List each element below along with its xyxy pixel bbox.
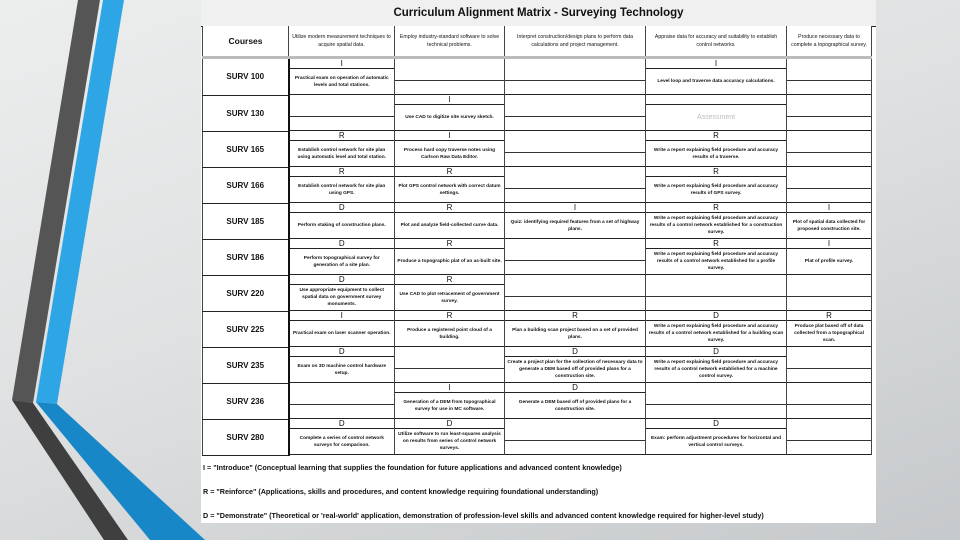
assessment-text: Quiz: identifying required features from a set of highway plans. <box>505 213 645 239</box>
matrix-cell <box>289 203 395 239</box>
assessment-text: Use appropriate equipment to collect spatial data on government survey monuments. <box>290 285 395 311</box>
decorative-stripes <box>0 0 210 540</box>
course-code: SURV 225 <box>203 311 289 347</box>
assessment-text: Generation of a DEM from topographical survey for use in MC software. <box>395 393 504 419</box>
header-row <box>203 26 872 58</box>
level-badge: R <box>646 239 786 249</box>
table-row <box>203 131 872 167</box>
assessment-text: Perform staking of construction plans. <box>290 213 395 239</box>
level-badge: R <box>787 311 871 321</box>
legend-demonstrate: D = "Demonstrate" (Theoretical or 'real-world' application, demonstration of profession-level skills and advanced content knowledge required for higher-level study) <box>203 511 764 520</box>
assessment-text: Write a report explaining field procedure and accuracy results of a control network established for a profile survey. <box>646 249 786 275</box>
matrix-cell <box>505 239 646 275</box>
empty-cell <box>787 167 871 203</box>
level-badge: I <box>395 131 504 141</box>
matrix-cell <box>289 131 395 167</box>
assessment-text: Plot and analyze field-collected curve data. <box>395 213 504 239</box>
outcome-header: Appraise data for accuracy and suitability to establish control networks. <box>646 26 787 58</box>
assessment-text: Utilize software to run least-squares analysis on results from series of control network surveys. <box>395 429 504 455</box>
matrix-cell <box>505 419 646 455</box>
level-badge: I <box>395 383 504 393</box>
matrix-cell <box>395 419 505 455</box>
table-row <box>203 419 872 455</box>
matrix-cell <box>646 239 787 275</box>
empty-cell <box>646 383 786 419</box>
level-badge: D <box>290 275 395 285</box>
assessment-text: Exam on 3D machine control hardware setup. <box>290 357 395 383</box>
matrix-cell <box>505 58 646 96</box>
assessment-text: Write a report explaining field procedure and accuracy results of a control network established for a machine control survey. <box>646 357 786 383</box>
matrix-cell <box>289 347 395 383</box>
matrix-cell <box>646 95 787 131</box>
matrix-body <box>203 58 872 456</box>
empty-cell <box>646 275 786 311</box>
assessment-text: Produce plat based off of data collected from a topographical scan. <box>787 321 871 347</box>
matrix-cell <box>505 347 646 383</box>
assessment-text: Generate a DEM based off of provided plans for a construction site. <box>505 393 645 419</box>
matrix-cell <box>505 131 646 167</box>
matrix-cell <box>787 167 872 203</box>
matrix-cell <box>395 239 505 275</box>
assessment-text: Perform topographical survey for generation of a site plan. <box>290 249 395 275</box>
matrix-cell <box>395 167 505 203</box>
matrix-cell <box>395 58 505 96</box>
placeholder-text: Assessment <box>646 105 786 131</box>
empty-cell <box>787 347 871 383</box>
matrix-cell <box>787 383 872 419</box>
assessment-text: Complete a series of control network surveys for comparison. <box>290 429 395 455</box>
matrix-sheet <box>201 0 876 523</box>
level-badge: R <box>646 203 786 213</box>
assessment-text: Plan a building scan project based on a set of provided plans. <box>505 321 645 347</box>
empty-cell <box>395 59 504 95</box>
course-code: SURV 165 <box>203 131 289 167</box>
table-row <box>203 203 872 239</box>
level-badge <box>646 95 786 105</box>
level-badge: D <box>505 347 645 357</box>
empty-cell <box>505 59 645 95</box>
matrix-cell <box>646 58 787 96</box>
level-badge: R <box>395 239 504 249</box>
matrix-cell <box>395 131 505 167</box>
empty-cell <box>787 419 871 455</box>
level-badge: R <box>395 311 504 321</box>
matrix-cell <box>646 131 787 167</box>
assessment-text: Establish control network for site plan using automatic level and total station. <box>290 141 395 167</box>
level-badge: D <box>505 383 645 393</box>
level-badge: I <box>395 95 504 105</box>
empty-cell <box>290 95 395 131</box>
alignment-matrix <box>202 26 872 456</box>
table-row <box>203 95 872 131</box>
level-badge: D <box>290 419 395 429</box>
empty-cell <box>787 131 871 167</box>
level-badge: R <box>290 131 395 141</box>
outcome-header: Utilize modern measurement techniques to acquire spatial data. <box>289 26 395 58</box>
assessment-text: Write a report explaining field procedure and accuracy results of a control network established for a building scan survey. <box>646 321 786 347</box>
course-code: SURV 235 <box>203 347 289 383</box>
assessment-text: Produce a topographic plat of an as-built site. <box>395 249 504 275</box>
table-row <box>203 275 872 311</box>
assessment-text: Establish control network for site plan using GPS. <box>290 177 395 203</box>
matrix-cell <box>646 203 787 239</box>
matrix-cell <box>787 311 872 347</box>
matrix-cell <box>289 383 395 419</box>
empty-cell <box>505 239 645 275</box>
assessment-text: Plot of spatial data collected for proposed construction site. <box>787 213 871 239</box>
course-code: SURV 166 <box>203 167 289 203</box>
assessment-text: Exam: perform adjustment procedures for horizontal and vertical control surveys. <box>646 429 786 455</box>
assessment-text: Write a report explaining field procedure and accuracy results of a control network established for a construction survey. <box>646 213 786 239</box>
empty-cell <box>395 347 504 383</box>
level-badge: R <box>290 167 395 177</box>
matrix-cell <box>395 383 505 419</box>
level-badge: D <box>646 311 786 321</box>
empty-cell <box>787 275 871 311</box>
matrix-cell <box>646 383 787 419</box>
matrix-cell <box>289 239 395 275</box>
empty-cell <box>505 95 645 131</box>
empty-cell <box>787 383 871 419</box>
matrix-cell <box>787 95 872 131</box>
outcome-header: Employ industry-standard software to solve technical problems. <box>395 26 505 58</box>
course-code: SURV 100 <box>203 58 289 96</box>
courses-header: Courses <box>203 26 289 58</box>
outcome-header: Interpret construction/design plans to perform data calculations and project management. <box>505 26 646 58</box>
legend-introduce: I = "Introduce" (Conceptual learning that supplies the foundation for future applications and advanced content knowledge) <box>203 463 622 472</box>
matrix-cell <box>395 311 505 347</box>
level-badge: I <box>290 311 395 321</box>
matrix-cell <box>395 275 505 311</box>
table-row <box>203 58 872 96</box>
assessment-text: Level loop and traverse data accuracy calculations. <box>646 69 786 95</box>
level-badge: D <box>290 239 395 249</box>
level-badge: D <box>646 347 786 357</box>
level-badge: R <box>646 131 786 141</box>
matrix-cell <box>505 167 646 203</box>
matrix-cell <box>395 95 505 131</box>
matrix-cell <box>787 239 872 275</box>
assessment-text: Write a report explaining field procedure and accuracy results of GPS survey. <box>646 177 786 203</box>
level-badge: D <box>395 419 504 429</box>
outcome-header: Produce necessary data to complete a topographical survey. <box>787 26 872 58</box>
level-badge: I <box>646 59 786 69</box>
matrix-cell <box>787 131 872 167</box>
course-code: SURV 280 <box>203 419 289 455</box>
empty-cell <box>505 419 645 455</box>
assessment-text: Create a project plan for the collection of necessary data to generate a DEM based off of provided plans for a construction site. <box>505 357 645 383</box>
matrix-cell <box>646 311 787 347</box>
empty-cell <box>290 383 395 419</box>
assessment-text: Write a report explaining field procedure and accuracy results of a traverse. <box>646 141 786 167</box>
level-badge: D <box>290 203 395 213</box>
matrix-cell <box>505 95 646 131</box>
course-code: SURV 185 <box>203 203 289 239</box>
table-row <box>203 347 872 383</box>
course-code: SURV 130 <box>203 95 289 131</box>
empty-cell <box>505 167 645 203</box>
level-badge: R <box>395 167 504 177</box>
empty-cell <box>505 275 645 311</box>
assessment-text: Produce a registered point cloud of a building. <box>395 321 504 347</box>
course-code: SURV 186 <box>203 239 289 275</box>
table-row <box>203 239 872 275</box>
assessment-text: Plot GPS control network with correct datum settings. <box>395 177 504 203</box>
level-badge: R <box>395 203 504 213</box>
level-badge: D <box>646 419 786 429</box>
legend-reinforce: R = "Reinforce" (Applications, skills and procedures, and content knowledge requiring foundational understanding) <box>203 487 599 496</box>
matrix-cell <box>646 275 787 311</box>
empty-cell <box>787 95 871 131</box>
level-badge: I <box>787 203 871 213</box>
empty-cell <box>787 59 871 95</box>
table-row <box>203 167 872 203</box>
matrix-cell <box>505 311 646 347</box>
table-row <box>203 383 872 419</box>
matrix-cell <box>646 167 787 203</box>
course-code: SURV 236 <box>203 383 289 419</box>
assessment-text: Practical exam on laser scanner operation. <box>290 321 395 347</box>
level-badge: R <box>646 167 786 177</box>
matrix-cell <box>395 203 505 239</box>
assessment-text: Use CAD to plot retracement of government survey. <box>395 285 504 311</box>
matrix-cell <box>289 311 395 347</box>
matrix-cell <box>289 419 395 455</box>
matrix-cell <box>289 58 395 96</box>
assessment-text: Process hard copy traverse notes using Carlson Raw Data Editor. <box>395 141 504 167</box>
empty-cell <box>505 131 645 167</box>
page-title: Curriculum Alignment Matrix - Surveying Technology <box>201 0 876 27</box>
matrix-cell <box>289 167 395 203</box>
level-badge: R <box>395 275 504 285</box>
matrix-cell <box>787 419 872 455</box>
level-badge: R <box>505 311 645 321</box>
matrix-cell <box>505 383 646 419</box>
assessment-text: Use CAD to digitize site survey sketch. <box>395 105 504 131</box>
matrix-cell <box>646 419 787 455</box>
assessment-text: Plat of profile survey. <box>787 249 871 275</box>
matrix-cell <box>289 275 395 311</box>
matrix-cell <box>787 203 872 239</box>
level-badge: I <box>290 59 395 69</box>
level-badge: I <box>505 203 645 213</box>
matrix-cell <box>505 203 646 239</box>
level-badge: D <box>290 347 395 357</box>
course-code: SURV 220 <box>203 275 289 311</box>
matrix-cell <box>646 347 787 383</box>
table-row <box>203 311 872 347</box>
level-badge: I <box>787 239 871 249</box>
matrix-cell <box>787 347 872 383</box>
matrix-cell <box>787 275 872 311</box>
matrix-cell <box>395 347 505 383</box>
matrix-cell <box>505 275 646 311</box>
assessment-text: Practical exam on operation of automatic levels and total stations. <box>290 69 395 95</box>
matrix-cell <box>787 58 872 96</box>
matrix-cell <box>289 95 395 131</box>
